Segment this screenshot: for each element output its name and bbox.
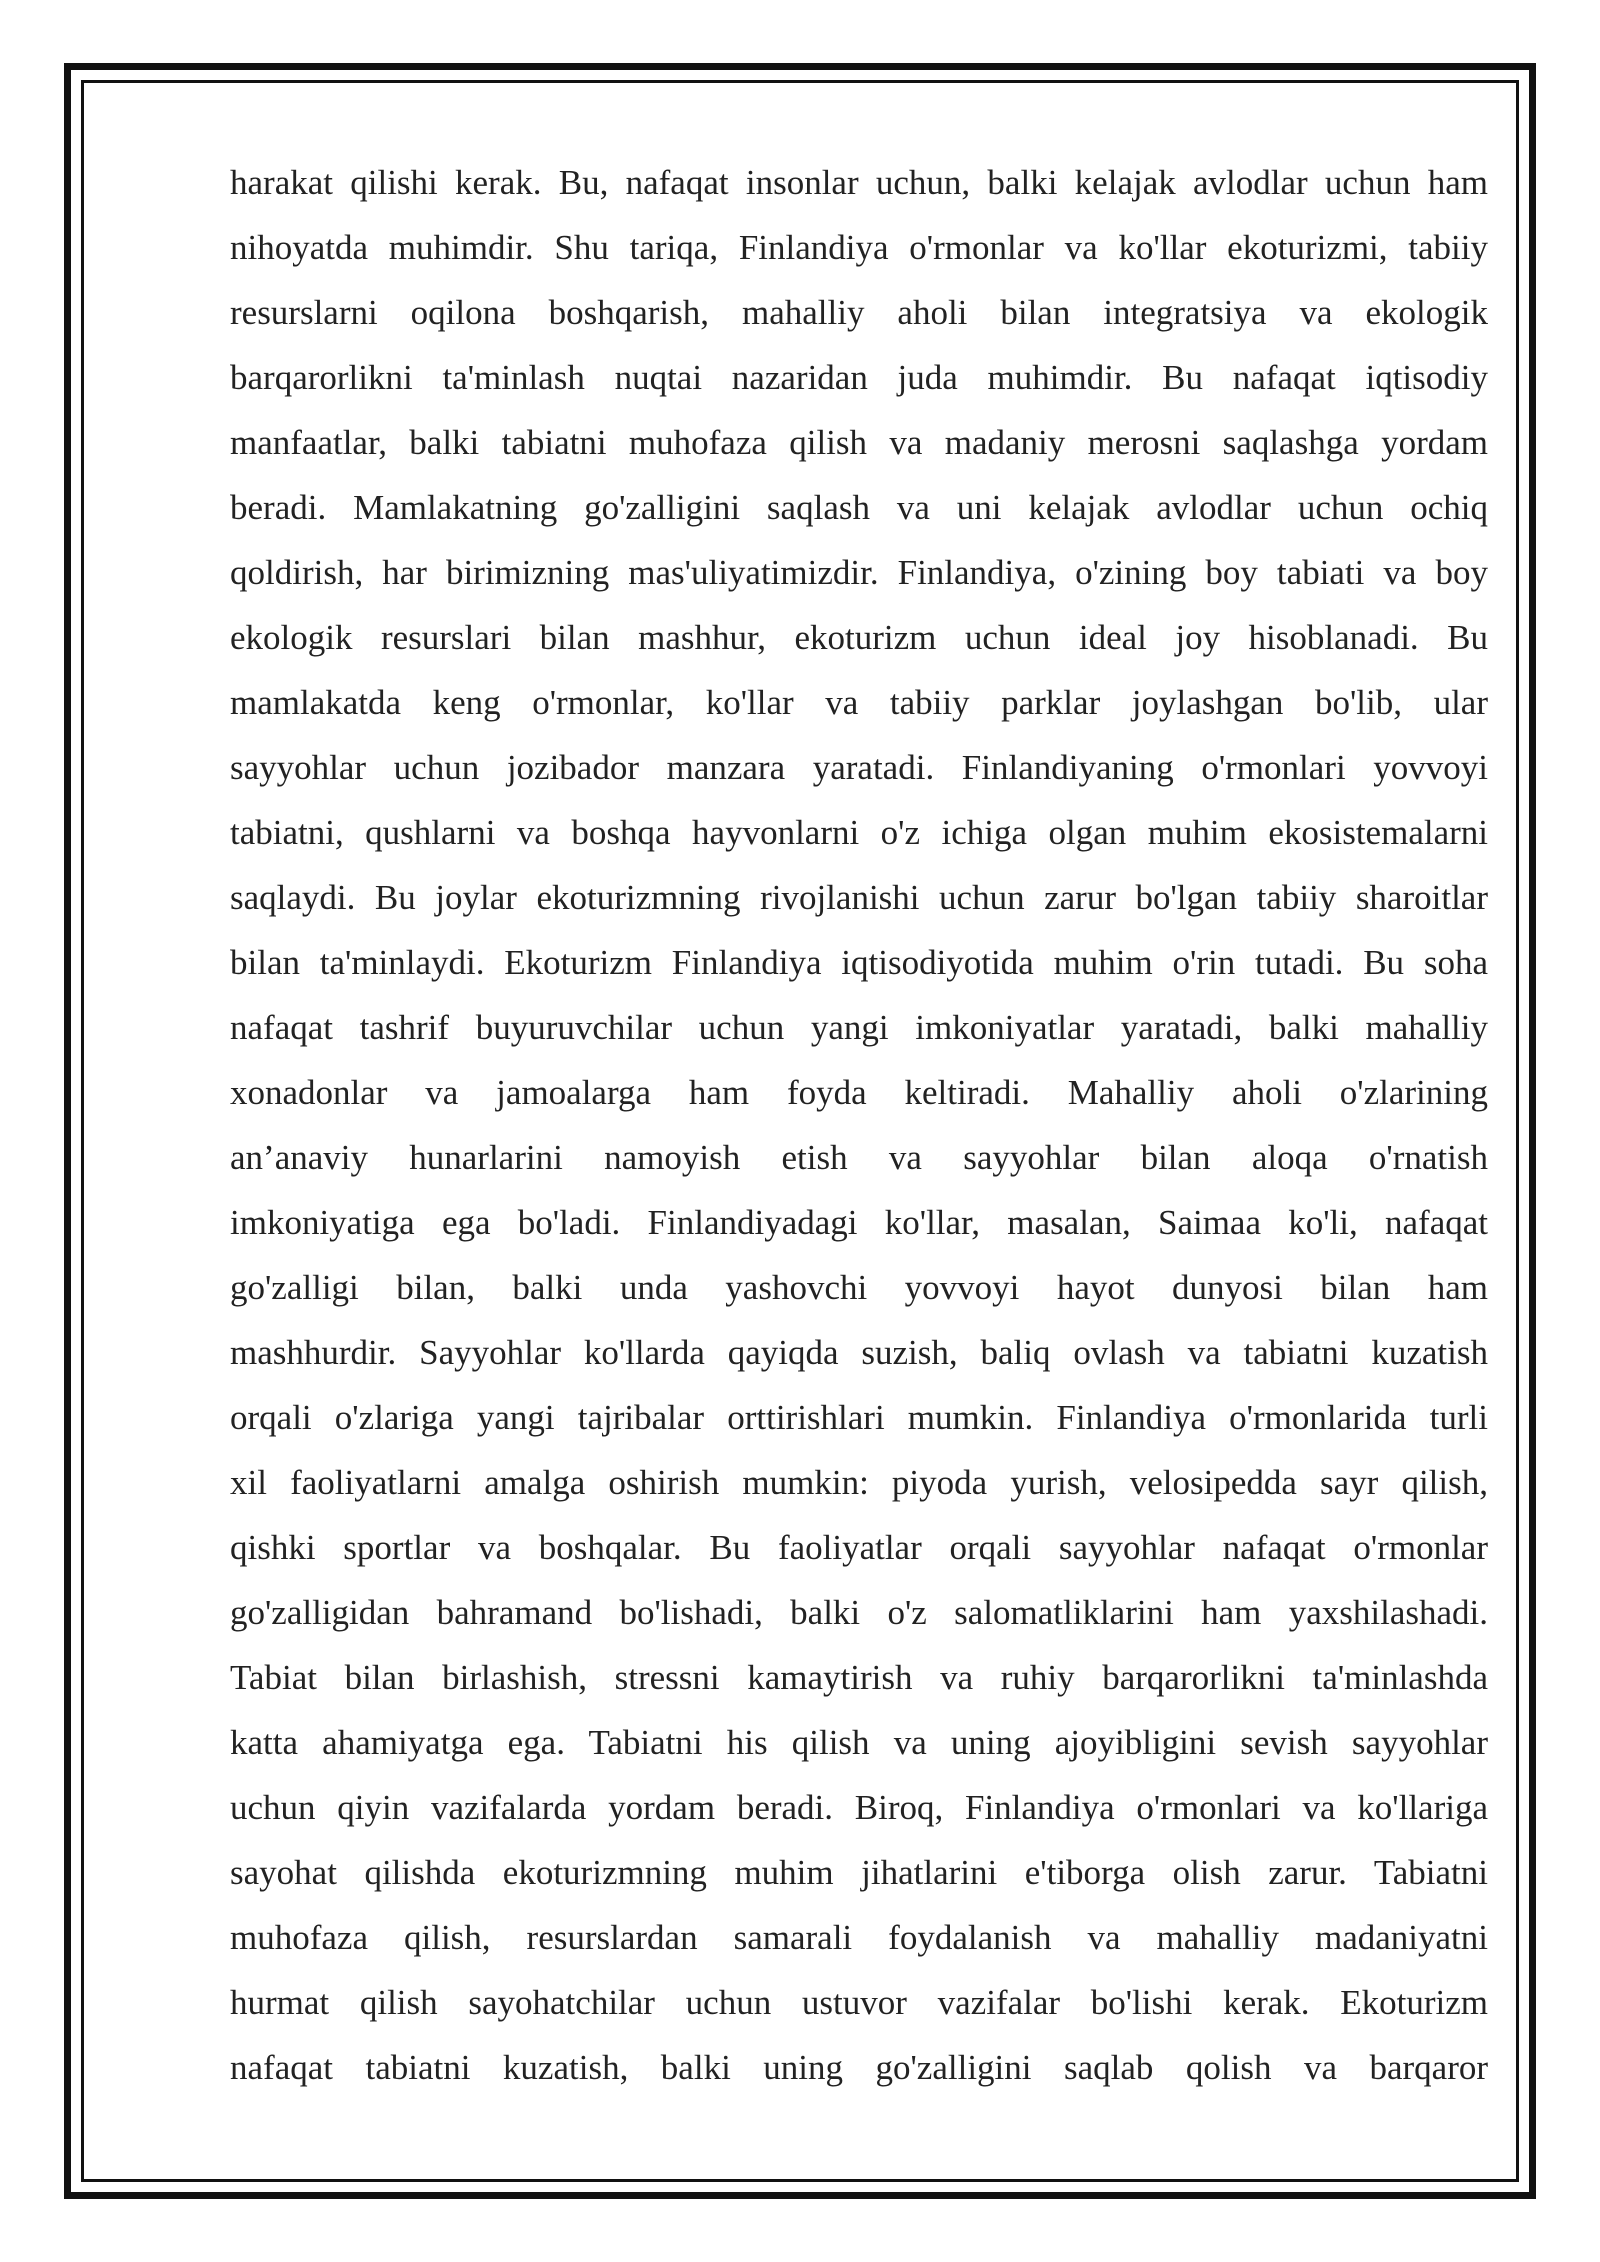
text-line: mashhurdir. Sayyohlar ko'llarda qayiqda suzish, baliq ovlash va tabiatni kuzatish bbox=[230, 1333, 1488, 1372]
text-line: nafaqat tashrif buyuruvchilar uchun yangi imkoniyatlar yaratadi, balki mahalliy bbox=[230, 1008, 1488, 1047]
text-line: bilan ta'minlaydi. Ekoturizm Finlandiya iqtisodiyotida muhim o'rin tutadi. Bu soha bbox=[230, 943, 1488, 982]
text-line: mamlakatda keng o'rmonlar, ko'llar va tabiiy parklar joylashgan bo'lib, ular bbox=[230, 683, 1488, 722]
text-line: imkoniyatiga ega bo'ladi. Finlandiyadagi ko'llar, masalan, Saimaa ko'li, nafaqat bbox=[230, 1203, 1488, 1242]
text-line: xonadonlar va jamoalarga ham foyda keltiradi. Mahalliy aholi o'zlarining bbox=[230, 1073, 1488, 1112]
text-line: barqarorlikni ta'minlash nuqtai nazaridan juda muhimdir. Bu nafaqat iqtisodiy bbox=[230, 358, 1488, 397]
text-line: go'zalligidan bahramand bo'lishadi, balki o'z salomatliklarini ham yaxshilashadi. bbox=[230, 1593, 1488, 1632]
text-line: saqlaydi. Bu joylar ekoturizmning rivojlanishi uchun zarur bo'lgan tabiiy sharoitlar bbox=[230, 878, 1488, 917]
text-line: sayohat qilishda ekoturizmning muhim jihatlarini e'tiborga olish zarur. Tabiatni bbox=[230, 1853, 1488, 1892]
text-line: katta ahamiyatga ega. Tabiatni his qilish va uning ajoyibligini sevish sayyohlar bbox=[230, 1723, 1488, 1762]
text-line: xil faoliyatlarni amalga oshirish mumkin: piyoda yurish, velosipedda sayr qilish, bbox=[230, 1463, 1488, 1502]
text-line: sayyohlar uchun jozibador manzara yaratadi. Finlandiyaning o'rmonlari yovvoyi bbox=[230, 748, 1488, 787]
text-line: an’anaviy hunarlarini namoyish etish va sayyohlar bilan aloqa o'rnatish bbox=[230, 1138, 1488, 1177]
text-line: beradi. Mamlakatning go'zalligini saqlash va uni kelajak avlodlar uchun ochiq bbox=[230, 488, 1488, 527]
text-line: manfaatlar, balki tabiatni muhofaza qilish va madaniy merosni saqlashga yordam bbox=[230, 423, 1488, 462]
text-line: nafaqat tabiatni kuzatish, balki uning go'zalligini saqlab qolish va barqaror bbox=[230, 2048, 1488, 2087]
text-line: qishki sportlar va boshqalar. Bu faoliyatlar orqali sayyohlar nafaqat o'rmonlar bbox=[230, 1528, 1488, 1567]
text-line: tabiatni, qushlarni va boshqa hayvonlarni o'z ichiga olgan muhim ekosistemalarni bbox=[230, 813, 1488, 852]
text-line: resurslarni oqilona boshqarish, mahalliy aholi bilan integratsiya va ekologik bbox=[230, 293, 1488, 332]
text-line: go'zalligi bilan, balki unda yashovchi yovvoyi hayot dunyosi bilan ham bbox=[230, 1268, 1488, 1307]
text-line: ekologik resurslari bilan mashhur, ekoturizm uchun ideal joy hisoblanadi. Bu bbox=[230, 618, 1488, 657]
text-line: nihoyatda muhimdir. Shu tariqa, Finlandiya o'rmonlar va ko'llar ekoturizmi, tabiiy bbox=[230, 228, 1488, 267]
text-line: hurmat qilish sayohatchilar uchun ustuvor vazifalar bo'lishi kerak. Ekoturizm bbox=[230, 1983, 1488, 2022]
text-line: orqali o'zlariga yangi tajribalar orttirishlari mumkin. Finlandiya o'rmonlarida turli bbox=[230, 1398, 1488, 1437]
body-text bbox=[230, 150, 1488, 2100]
text-line: uchun qiyin vazifalarda yordam beradi. Biroq, Finlandiya o'rmonlari va ko'llariga bbox=[230, 1788, 1488, 1827]
text-line: qoldirish, har birimizning mas'uliyatimizdir. Finlandiya, o'zining boy tabiati va boy bbox=[230, 553, 1488, 592]
text-line: muhofaza qilish, resurslardan samarali foydalanish va mahalliy madaniyatni bbox=[230, 1918, 1488, 1957]
text-line: harakat qilishi kerak. Bu, nafaqat insonlar uchun, balki kelajak avlodlar uchun ham bbox=[230, 163, 1488, 202]
text-line: Tabiat bilan birlashish, stressni kamaytirish va ruhiy barqarorlikni ta'minlashda bbox=[230, 1658, 1488, 1697]
